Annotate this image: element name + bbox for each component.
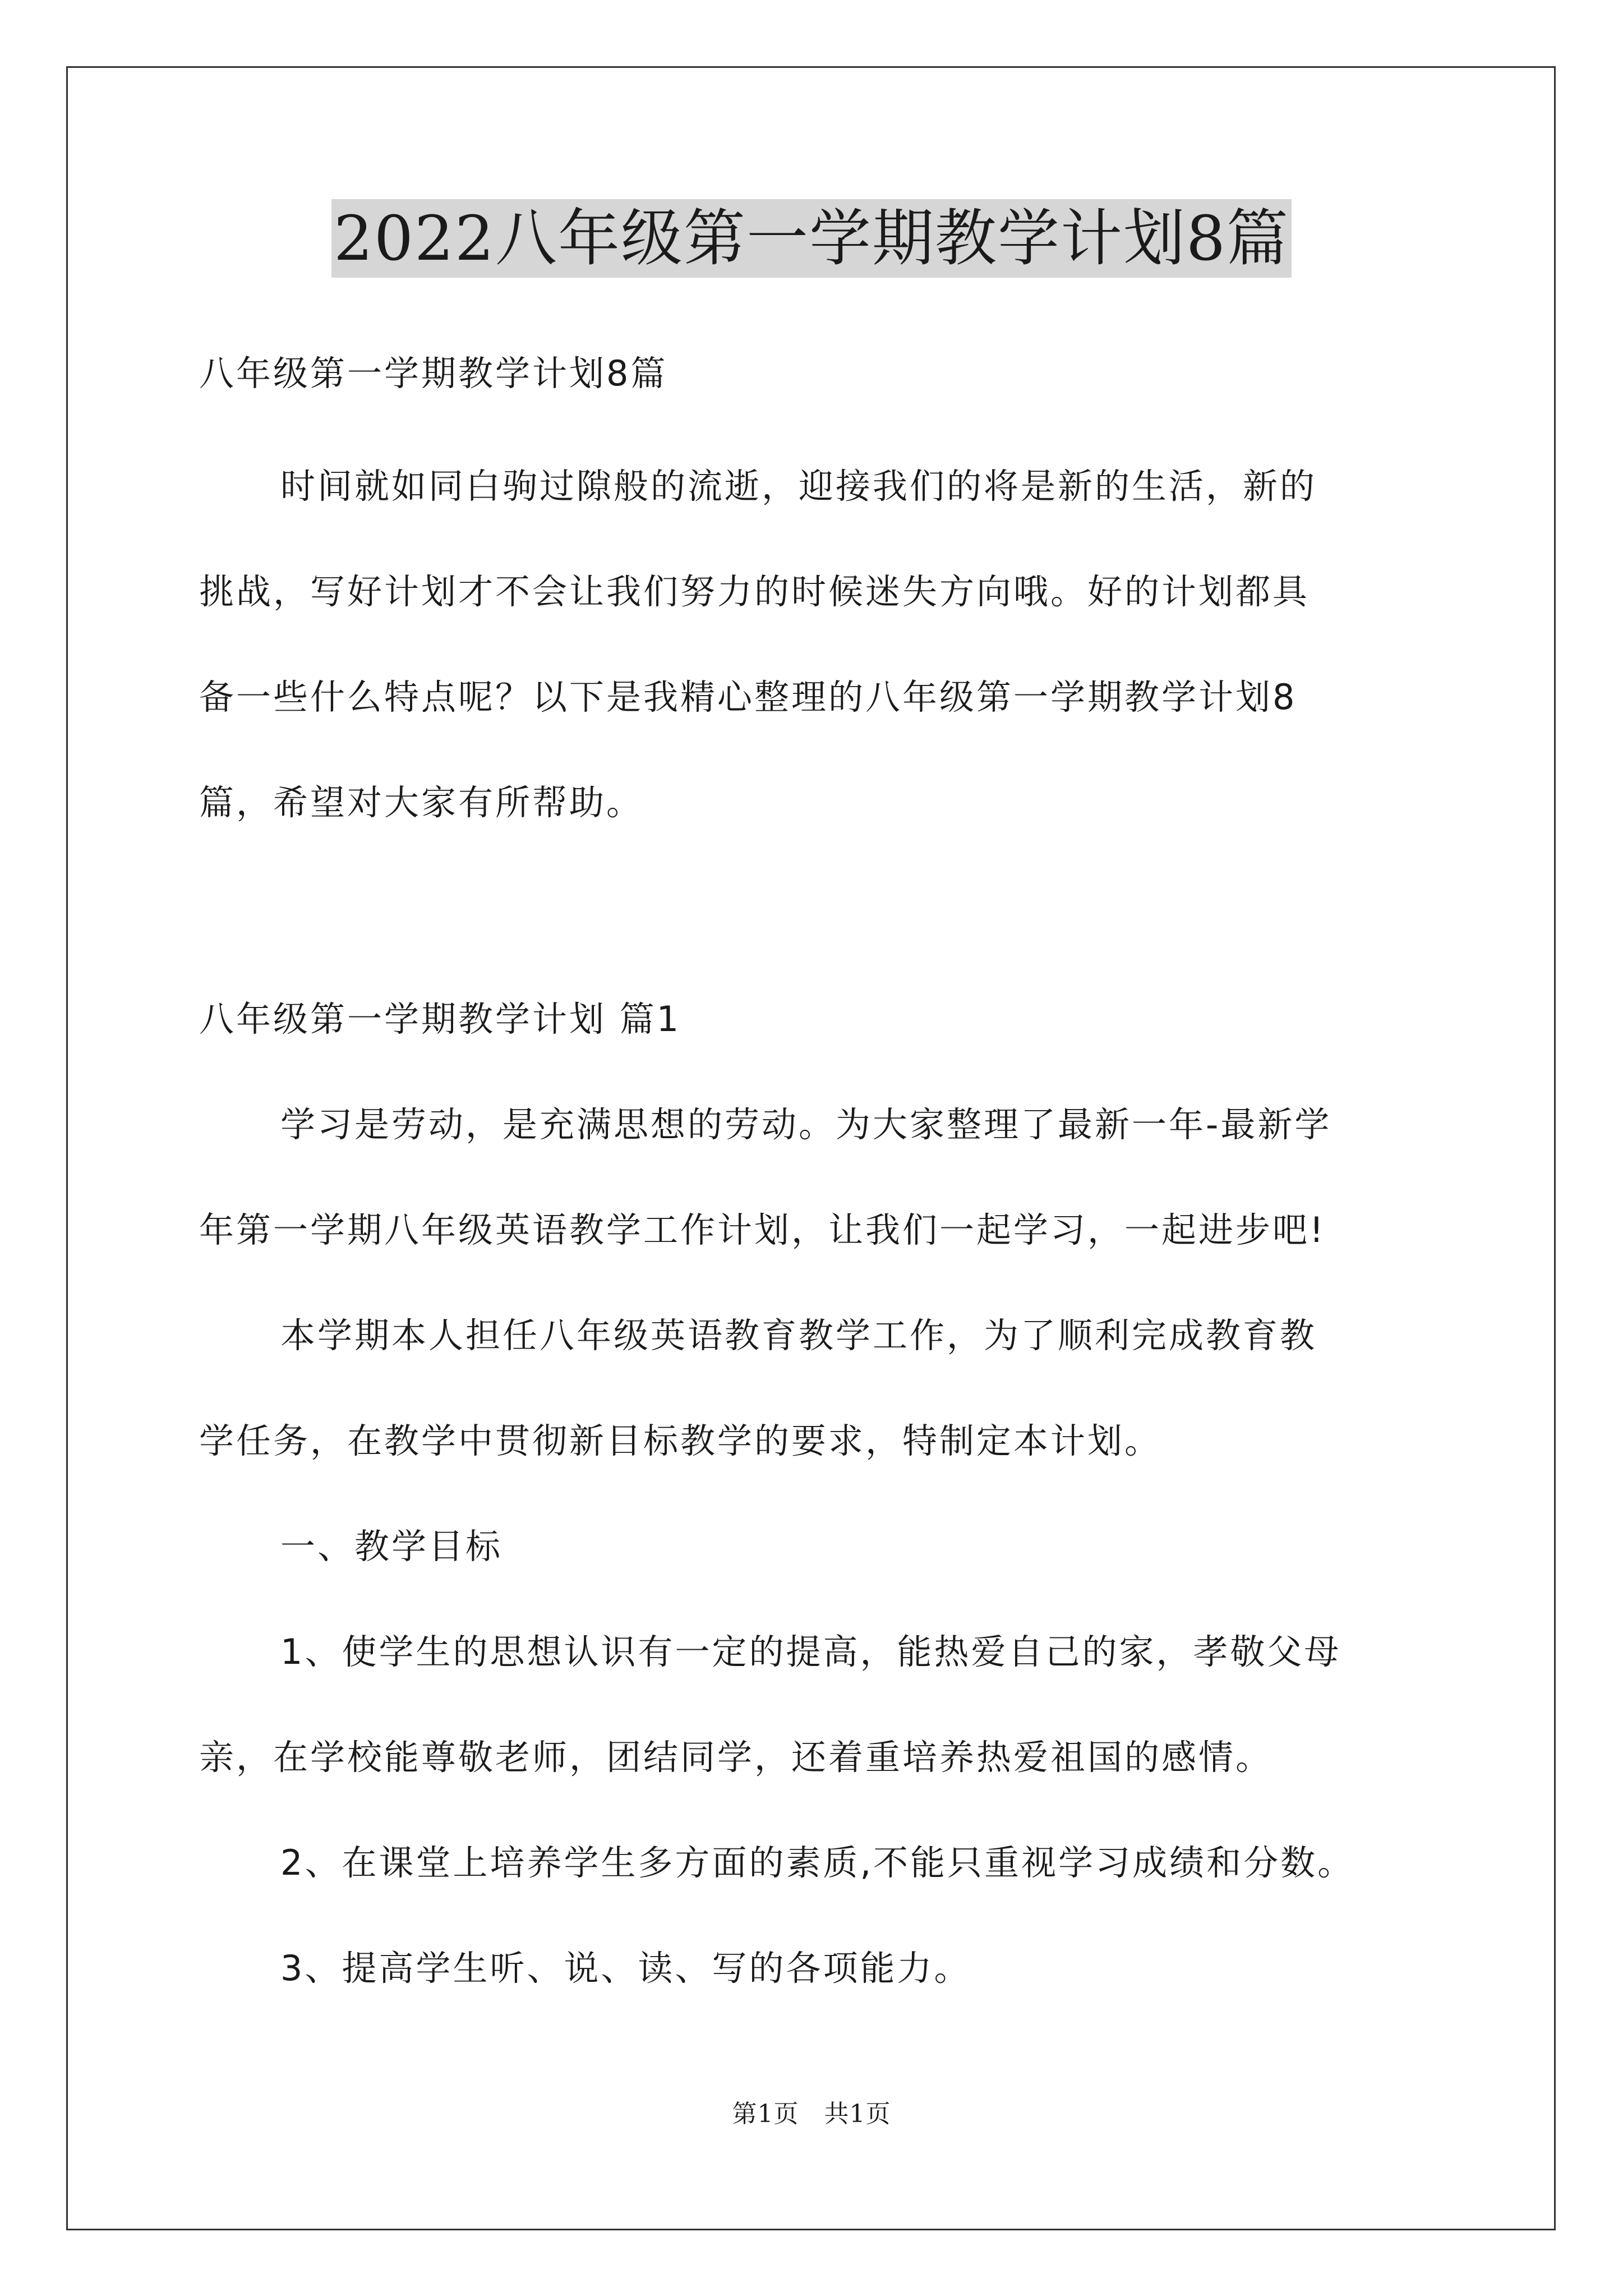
page-footer: 第1页 共1页 (732, 2100, 891, 2128)
section-heading: 八年级第一学期教学计划 篇1 (199, 999, 681, 1039)
section-line-4: 学任务，在教学中贯彻新目标教学的要求，特制定本计划。 (199, 1420, 1162, 1461)
section-line-1: 学习是劳动，是充满思想的劳动。为大家整理了最新一年-最新学 (280, 1104, 1332, 1145)
goal-3: 3、提高学生听、说、读、写的各项能力。 (280, 1948, 971, 1989)
goal-1-line-1: 1、使学生的思想认识有一定的提高，能热爱自己的家，孝敬父母 (280, 1631, 1341, 1672)
goal-1-line-2: 亲，在学校能尊敬老师，团结同学，还着重培养热爱祖国的感情。 (199, 1737, 1273, 1778)
document-title: 2022八年级第一学期教学计划8篇 (331, 199, 1292, 278)
goal-2: 2、在课堂上培养学生多方面的素质,不能只重视学习成绩和分数。 (280, 1842, 1355, 1883)
section-line-2: 年第一学期八年级英语教学工作计划，让我们一起学习，一起进步吧! (199, 1209, 1326, 1250)
title-container (0, 199, 1623, 278)
intro-line-4: 篇，希望对大家有所帮助。 (199, 782, 644, 823)
intro-line-2: 挑战，写好计划才不会让我们努力的时候迷失方向哦。好的计划都具 (199, 571, 1310, 612)
intro-line-3: 备一些什么特点呢？以下是我精心整理的八年级第一学期教学计划8 (199, 677, 1297, 717)
goals-heading: 一、教学目标 (280, 1526, 503, 1567)
section-line-3: 本学期本人担任八年级英语教育教学工作，为了顺利完成教育教 (280, 1315, 1317, 1356)
intro-line-1: 时间就如同白驹过隙般的流逝，迎接我们的将是新的生活，新的 (280, 466, 1317, 507)
subtitle-line: 八年级第一学期教学计划8篇 (199, 353, 668, 394)
